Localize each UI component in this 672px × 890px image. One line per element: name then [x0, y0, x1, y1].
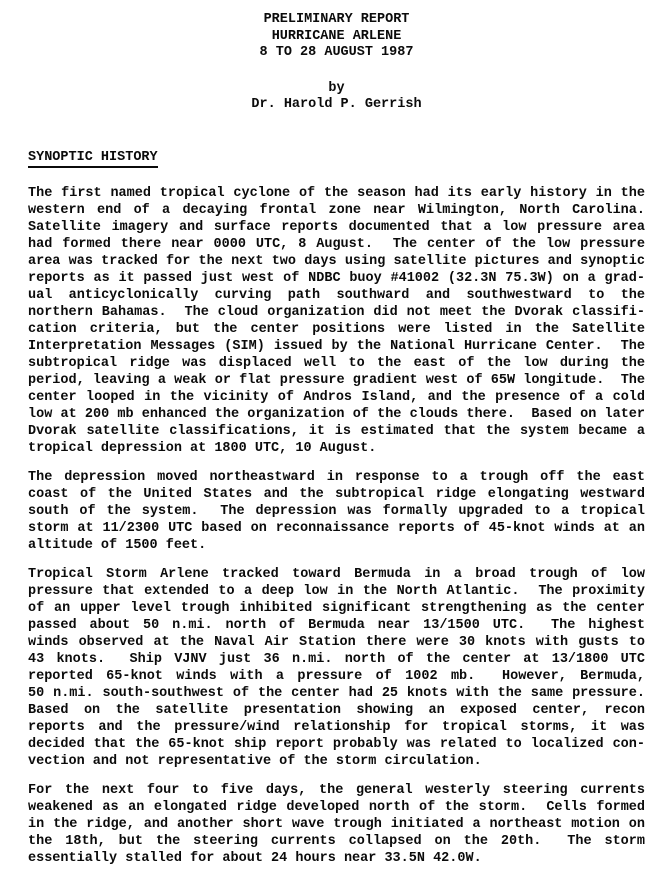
text-line: For the next four to five days, the general westerly steering currents	[28, 782, 645, 798]
text-line: pressure that extended to a deep low in the North Atlantic. The proximity	[28, 583, 645, 599]
text-line: subtropical ridge was displaced well to the east of the low during the	[28, 355, 645, 371]
text-line: the 18th, but the steering currents collapsed on the 20th. The storm	[28, 833, 645, 849]
text-line: coast of the United States and the subtropical ridge elongating westward	[28, 486, 645, 502]
text-line: tropical depression at 1800 UTC, 10 August.	[28, 440, 377, 456]
text-line: Dvorak satellite classifications, it is estimated that the system became a	[28, 423, 645, 439]
text-line: Based on the satellite presentation showing an exposed center, recon	[28, 702, 645, 718]
text-line: storm at 11/2300 UTC based on reconnaissance reports of 45-knot winds at an	[28, 520, 645, 536]
text-line: The depression moved northeastward in response to a trough off the east	[28, 469, 645, 485]
paragraph	[28, 782, 645, 867]
text-line: Satellite imagery and surface reports documented that a low pressure area	[28, 219, 645, 235]
text-line: 43 knots. Ship VJNV just 36 n.mi. north of the center at 13/1800 UTC	[28, 651, 645, 667]
title-line-3: 8 TO 28 AUGUST 1987	[259, 45, 414, 60]
text-line: decided that the 65-knot ship report probably was related to localized con-	[28, 736, 645, 752]
byline-author: Dr. Harold P. Gerrish	[251, 97, 422, 112]
text-line: cation criteria, but the center positions were listed in the Satellite	[28, 321, 645, 337]
text-line: area was tracked for the next two days using satellite pictures and synoptic	[28, 253, 645, 269]
report-title	[28, 12, 645, 62]
text-line: northern Bahamas. The cloud organization did not meet the Dvorak classifi-	[28, 304, 645, 320]
text-line: of an upper level trough inhibited significant strengthening as the center	[28, 600, 645, 616]
title-line-2: HURRICANE ARLENE	[271, 28, 402, 44]
text-line: weakened as an elongated ridge developed north of the storm. Cells formed	[28, 799, 645, 815]
text-line: south of the system. The depression was formally upgraded to a tropical	[28, 503, 645, 519]
paragraphs	[28, 185, 645, 867]
text-line: western end of a decaying frontal zone near Wilmington, North Carolina.	[28, 202, 645, 218]
text-line: reports as it passed just west of NDBC buoy #41002 (32.3N 75.3W) on a grad-	[28, 270, 645, 286]
byline	[28, 81, 645, 114]
text-line: reported 65-knot winds with a pressure of 1002 mb. However, Bermuda,	[28, 668, 645, 684]
section-heading	[28, 149, 645, 166]
text-line: in the ridge, and another short wave trough initiated a northeast motion on	[28, 816, 645, 832]
paragraph	[28, 566, 645, 770]
text-line: period, leaving a weak or flat pressure gradient west of 65W longitude. The	[28, 372, 645, 388]
text-line: had formed there near 0000 UTC, 8 August. The center of the low pressure	[28, 236, 645, 252]
text-line: 50 n.mi. south-southwest of the center had 25 knots with the same pressure.	[28, 685, 645, 701]
byline-by-label: by	[328, 80, 345, 96]
text-line: Tropical Storm Arlene tracked toward Bermuda in a broad trough of low	[28, 566, 645, 582]
text-line: passed about 50 n.mi. north of Bermuda near 13/1500 UTC. The highest	[28, 617, 645, 633]
text-line: ual anticyclonically curving path southward and southwestward to the	[28, 287, 645, 303]
text-line: winds observed at the Naval Air Station there were 30 knots with gusts to	[28, 634, 645, 650]
text-line: reports and the pressure/wind relationship for tropical storms, it was	[28, 719, 645, 735]
text-line: low at 200 mb enhanced the organization of the clouds there. Based on later	[28, 406, 645, 422]
paragraph	[28, 469, 645, 554]
text-line: essentially stalled for about 24 hours near 33.5N 42.0W.	[28, 850, 482, 866]
title-line-1: PRELIMINARY REPORT	[263, 12, 410, 27]
text-line: The first named tropical cyclone of the season had its early history in the	[28, 185, 645, 201]
text-line: vection and not representative of the storm circulation.	[28, 753, 482, 769]
paragraph	[28, 185, 645, 457]
text-line: Interpretation Messages (SIM) issued by the National Hurricane Center. The	[28, 338, 645, 354]
section-heading-text: SYNOPTIC HISTORY	[28, 150, 158, 168]
text-line: altitude of 1500 feet.	[28, 537, 207, 553]
text-line: center looped in the vicinity of Andros Island, and the presence of a cold	[28, 389, 645, 405]
